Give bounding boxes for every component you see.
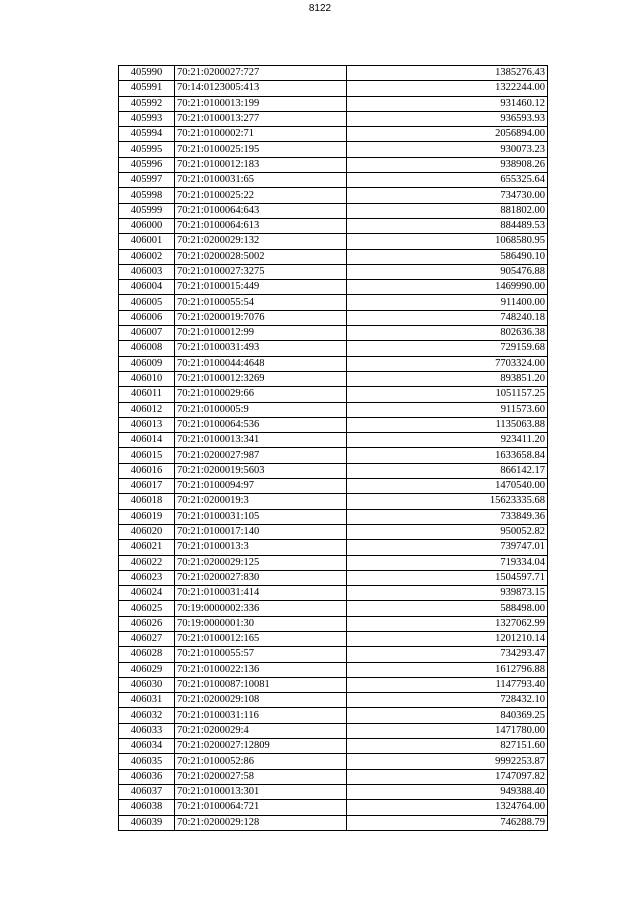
cadastral-number-cell: 70:21:0100064:613 <box>175 218 347 233</box>
cadastral-value-cell: 2056894.00 <box>347 127 548 142</box>
table-row <box>119 218 548 233</box>
cadastral-number-cell: 70:21:0200027:830 <box>175 570 347 585</box>
table-row <box>119 234 548 249</box>
cadastral-value-cell: 739747.01 <box>347 540 548 555</box>
table-row <box>119 494 548 509</box>
table-row <box>119 800 548 815</box>
table-row <box>119 280 548 295</box>
table-row <box>119 127 548 142</box>
record-number-cell: 406036 <box>119 769 175 784</box>
table-row <box>119 326 548 341</box>
record-number-cell: 406003 <box>119 264 175 279</box>
cadastral-value-cell: 1135063.88 <box>347 417 548 432</box>
record-number-cell: 406002 <box>119 249 175 264</box>
table-row <box>119 448 548 463</box>
cadastral-number-cell: 70:21:0100005:9 <box>175 402 347 417</box>
record-number-cell: 406032 <box>119 708 175 723</box>
record-number-cell: 406001 <box>119 234 175 249</box>
record-number-cell: 406011 <box>119 387 175 402</box>
cadastral-value-cell: 1633658.84 <box>347 448 548 463</box>
cadastral-value-cell: 586490.10 <box>347 249 548 264</box>
cadastral-value-cell: 7703324.00 <box>347 356 548 371</box>
table-row <box>119 463 548 478</box>
cadastral-value-cell: 15623335.68 <box>347 494 548 509</box>
cadastral-value-cell: 939873.15 <box>347 586 548 601</box>
table-row <box>119 631 548 646</box>
table-row <box>119 754 548 769</box>
table-row <box>119 555 548 570</box>
cadastral-number-cell: 70:21:0100087:10081 <box>175 677 347 692</box>
table-row <box>119 509 548 524</box>
table-row <box>119 249 548 264</box>
record-number-cell: 406025 <box>119 601 175 616</box>
cadastral-value-cell: 1385276.43 <box>347 66 548 81</box>
cadastral-number-cell: 70:21:0200027:58 <box>175 769 347 784</box>
cadastral-number-cell: 70:21:0100029:66 <box>175 387 347 402</box>
cadastral-value-cell: 1471780.00 <box>347 723 548 738</box>
table-body <box>119 66 548 831</box>
cadastral-number-cell: 70:21:0100025:22 <box>175 188 347 203</box>
cadastral-number-cell: 70:21:0100027:3275 <box>175 264 347 279</box>
record-number-cell: 405997 <box>119 173 175 188</box>
record-number-cell: 405994 <box>119 127 175 142</box>
table-row <box>119 647 548 662</box>
cadastral-value-cell: 911573.60 <box>347 402 548 417</box>
cadastral-value-cell: 911400.00 <box>347 295 548 310</box>
table-row <box>119 693 548 708</box>
table-row <box>119 157 548 172</box>
record-number-cell: 406035 <box>119 754 175 769</box>
table-row <box>119 295 548 310</box>
cadastral-value-cell: 1470540.00 <box>347 479 548 494</box>
table-row <box>119 188 548 203</box>
cadastral-value-cell: 1068580.95 <box>347 234 548 249</box>
cadastral-value-cell: 905476.88 <box>347 264 548 279</box>
cadastral-number-cell: 70:21:0100012:3269 <box>175 371 347 386</box>
table-row <box>119 371 548 386</box>
cadastral-number-cell: 70:21:0100015:449 <box>175 280 347 295</box>
cadastral-value-cell: 950052.82 <box>347 524 548 539</box>
record-number-cell: 406031 <box>119 693 175 708</box>
cadastral-number-cell: 70:21:0100013:3 <box>175 540 347 555</box>
record-number-cell: 406009 <box>119 356 175 371</box>
cadastral-value-cell: 802636.38 <box>347 326 548 341</box>
table-row <box>119 66 548 81</box>
cadastral-value-cell: 938908.26 <box>347 157 548 172</box>
record-number-cell: 406012 <box>119 402 175 417</box>
cadastral-number-cell: 70:21:0200027:987 <box>175 448 347 463</box>
cadastral-number-cell: 70:21:0100013:341 <box>175 433 347 448</box>
table-row <box>119 356 548 371</box>
cadastral-value-cell: 866142.17 <box>347 463 548 478</box>
record-number-cell: 406023 <box>119 570 175 585</box>
cadastral-number-cell: 70:21:0200029:4 <box>175 723 347 738</box>
record-number-cell: 405995 <box>119 142 175 157</box>
record-number-cell: 405992 <box>119 96 175 111</box>
cadastral-value-cell: 881802.00 <box>347 203 548 218</box>
cadastral-number-cell: 70:21:0100055:54 <box>175 295 347 310</box>
cadastral-value-cell: 588498.00 <box>347 601 548 616</box>
table-row <box>119 616 548 631</box>
cadastral-value-cell: 1324764.00 <box>347 800 548 815</box>
record-number-cell: 405996 <box>119 157 175 172</box>
table-row <box>119 417 548 432</box>
cadastral-number-cell: 70:21:0200019:7076 <box>175 310 347 325</box>
cadastral-number-cell: 70:21:0100013:301 <box>175 784 347 799</box>
cadastral-number-cell: 70:21:0200019:5603 <box>175 463 347 478</box>
table-row <box>119 662 548 677</box>
cadastral-value-cell: 936593.93 <box>347 111 548 126</box>
cadastral-value-cell: 733849.36 <box>347 509 548 524</box>
cadastral-number-cell: 70:21:0100012:99 <box>175 326 347 341</box>
cadastral-number-cell: 70:21:0200019:3 <box>175 494 347 509</box>
cadastral-value-cell: 1327062.99 <box>347 616 548 631</box>
table-row <box>119 111 548 126</box>
cadastral-number-cell: 70:21:0200029:108 <box>175 693 347 708</box>
cadastral-number-cell: 70:19:0000001:30 <box>175 616 347 631</box>
cadastral-value-cell: 748240.18 <box>347 310 548 325</box>
table-row <box>119 387 548 402</box>
cadastral-number-cell: 70:21:0100013:277 <box>175 111 347 126</box>
record-number-cell: 406015 <box>119 448 175 463</box>
table-row <box>119 402 548 417</box>
cadastral-value-cell: 840369.25 <box>347 708 548 723</box>
cadastral-number-cell: 70:21:0200029:132 <box>175 234 347 249</box>
record-number-cell: 405998 <box>119 188 175 203</box>
cadastral-number-cell: 70:21:0100022:136 <box>175 662 347 677</box>
cadastral-number-cell: 70:21:0100017:140 <box>175 524 347 539</box>
record-number-cell: 406016 <box>119 463 175 478</box>
cadastral-number-cell: 70:21:0100002:71 <box>175 127 347 142</box>
record-number-cell: 406026 <box>119 616 175 631</box>
cadastral-number-cell: 70:21:0100055:57 <box>175 647 347 662</box>
cadastral-value-cell: 734293.47 <box>347 647 548 662</box>
record-number-cell: 406010 <box>119 371 175 386</box>
cadastral-value-cell: 9992253.87 <box>347 754 548 769</box>
cadastral-number-cell: 70:21:0100094:97 <box>175 479 347 494</box>
cadastral-number-cell: 70:21:0100012:183 <box>175 157 347 172</box>
record-number-cell: 406006 <box>119 310 175 325</box>
record-number-cell: 406000 <box>119 218 175 233</box>
record-number-cell: 406013 <box>119 417 175 432</box>
cadastral-value-cell: 884489.53 <box>347 218 548 233</box>
table-row <box>119 540 548 555</box>
cadastral-value-cell: 923411.20 <box>347 433 548 448</box>
table-row <box>119 723 548 738</box>
record-number-cell: 406028 <box>119 647 175 662</box>
table-row <box>119 341 548 356</box>
table-row <box>119 677 548 692</box>
table-row <box>119 479 548 494</box>
record-number-cell: 405990 <box>119 66 175 81</box>
cadastral-number-cell: 70:21:0100031:105 <box>175 509 347 524</box>
cadastral-number-cell: 70:21:0100012:165 <box>175 631 347 646</box>
record-number-cell: 405993 <box>119 111 175 126</box>
record-number-cell: 406039 <box>119 815 175 830</box>
cadastral-value-cell: 949388.40 <box>347 784 548 799</box>
cadastral-number-cell: 70:21:0100064:536 <box>175 417 347 432</box>
record-number-cell: 406021 <box>119 540 175 555</box>
cadastral-number-cell: 70:21:0100064:643 <box>175 203 347 218</box>
record-number-cell: 406034 <box>119 739 175 754</box>
cadastral-number-cell: 70:21:0100031:116 <box>175 708 347 723</box>
cadastral-value-cell: 729159.68 <box>347 341 548 356</box>
cadastral-value-cell: 1147793.40 <box>347 677 548 692</box>
cadastral-value-cell: 893851.20 <box>347 371 548 386</box>
table-row <box>119 142 548 157</box>
record-number-cell: 406033 <box>119 723 175 738</box>
record-number-cell: 406008 <box>119 341 175 356</box>
cadastral-value-cell: 734730.00 <box>347 188 548 203</box>
cadastral-value-cell: 1469990.00 <box>347 280 548 295</box>
table-row <box>119 601 548 616</box>
table-row <box>119 769 548 784</box>
cadastral-number-cell: 70:21:0200029:128 <box>175 815 347 830</box>
cadastral-number-cell: 70:21:0100044:4648 <box>175 356 347 371</box>
cadastral-value-table <box>118 65 548 831</box>
table-row <box>119 310 548 325</box>
record-number-cell: 406005 <box>119 295 175 310</box>
cadastral-number-cell: 70:21:0100031:414 <box>175 586 347 601</box>
cadastral-number-cell: 70:21:0200029:125 <box>175 555 347 570</box>
record-number-cell: 406024 <box>119 586 175 601</box>
record-number-cell: 406037 <box>119 784 175 799</box>
record-number-cell: 406020 <box>119 524 175 539</box>
cadastral-number-cell: 70:21:0200027:12809 <box>175 739 347 754</box>
cadastral-value-cell: 931460.12 <box>347 96 548 111</box>
record-number-cell: 406018 <box>119 494 175 509</box>
table-row <box>119 570 548 585</box>
cadastral-value-cell: 1051157.25 <box>347 387 548 402</box>
cadastral-value-cell: 746288.79 <box>347 815 548 830</box>
cadastral-value-cell: 1504597.71 <box>347 570 548 585</box>
record-number-cell: 406014 <box>119 433 175 448</box>
table-row <box>119 708 548 723</box>
record-number-cell: 406038 <box>119 800 175 815</box>
table-row <box>119 264 548 279</box>
table-row <box>119 433 548 448</box>
table-row <box>119 586 548 601</box>
record-number-cell: 406029 <box>119 662 175 677</box>
cadastral-number-cell: 70:21:0100031:493 <box>175 341 347 356</box>
record-number-cell: 406007 <box>119 326 175 341</box>
table-row <box>119 81 548 96</box>
record-number-cell: 405999 <box>119 203 175 218</box>
cadastral-value-cell: 719334.04 <box>347 555 548 570</box>
table-row <box>119 173 548 188</box>
cadastral-number-cell: 70:21:0100031:65 <box>175 173 347 188</box>
table-row <box>119 739 548 754</box>
cadastral-value-cell: 827151.60 <box>347 739 548 754</box>
cadastral-number-cell: 70:14:0123005:413 <box>175 81 347 96</box>
table-row <box>119 96 548 111</box>
cadastral-value-cell: 930073.23 <box>347 142 548 157</box>
cadastral-number-cell: 70:21:0200027:727 <box>175 66 347 81</box>
record-number-cell: 405991 <box>119 81 175 96</box>
table-row <box>119 784 548 799</box>
cadastral-number-cell: 70:21:0100025:195 <box>175 142 347 157</box>
cadastral-value-cell: 1201210.14 <box>347 631 548 646</box>
cadastral-number-cell: 70:21:0100052:86 <box>175 754 347 769</box>
record-number-cell: 406022 <box>119 555 175 570</box>
cadastral-number-cell: 70:21:0200028:5002 <box>175 249 347 264</box>
cadastral-value-cell: 655325.64 <box>347 173 548 188</box>
record-number-cell: 406017 <box>119 479 175 494</box>
record-number-cell: 406030 <box>119 677 175 692</box>
record-number-cell: 406004 <box>119 280 175 295</box>
table-row <box>119 524 548 539</box>
table-row <box>119 203 548 218</box>
table-row <box>119 815 548 830</box>
cadastral-number-cell: 70:21:0100013:199 <box>175 96 347 111</box>
record-number-cell: 406019 <box>119 509 175 524</box>
cadastral-value-cell: 1322244.00 <box>347 81 548 96</box>
cadastral-value-cell: 1747097.82 <box>347 769 548 784</box>
page-number: 8122 <box>308 3 332 14</box>
record-number-cell: 406027 <box>119 631 175 646</box>
cadastral-value-cell: 1612796.88 <box>347 662 548 677</box>
cadastral-value-cell: 728432.10 <box>347 693 548 708</box>
cadastral-number-cell: 70:19:0000002:336 <box>175 601 347 616</box>
cadastral-number-cell: 70:21:0100064:721 <box>175 800 347 815</box>
